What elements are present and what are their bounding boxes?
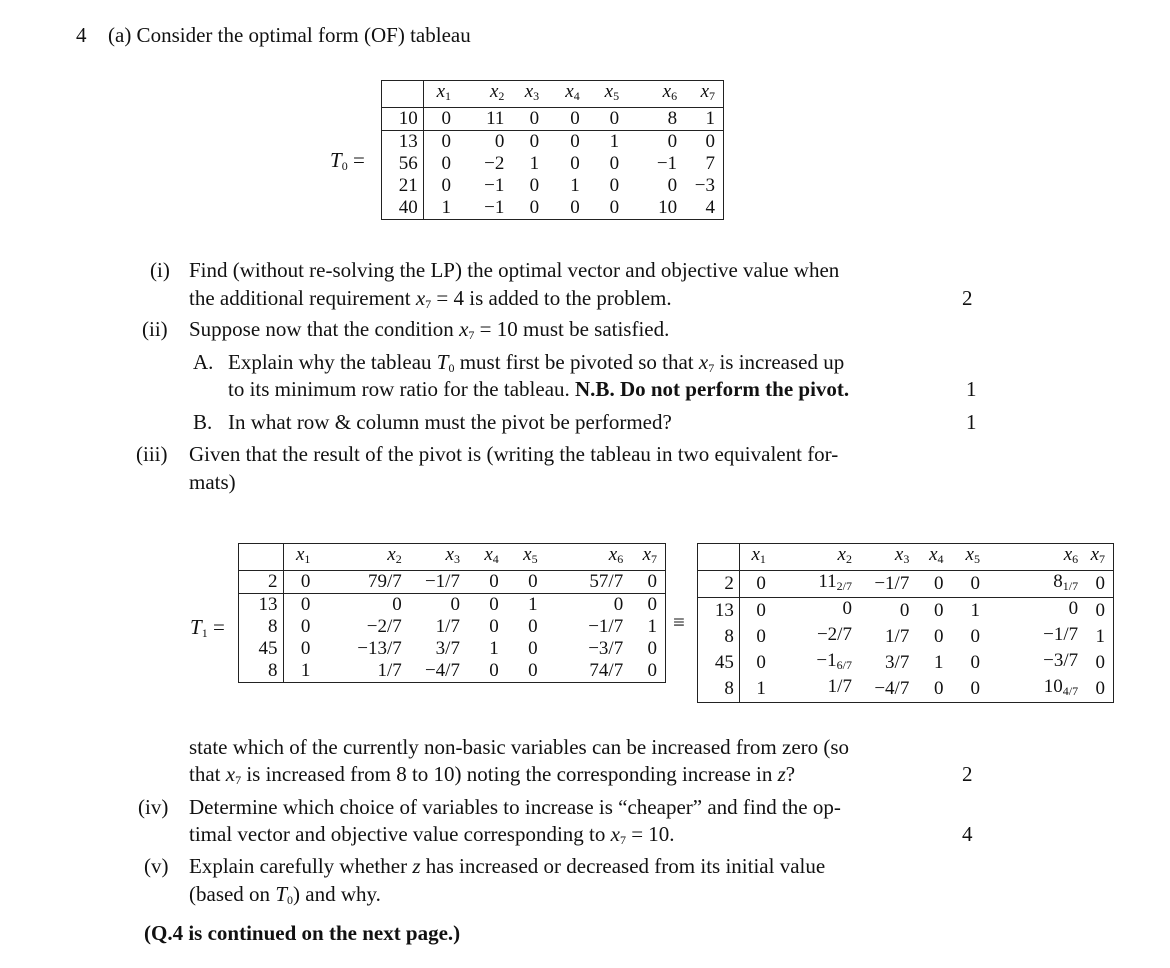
part-iv-line2: timal vector and objective value corresponding to $x_7 = 10$. [189, 822, 675, 847]
part-iv-line1: Determine which choice of variables to increase is “cheaper” and find the op- [189, 795, 841, 819]
t0-header-x3: $x_3$ [504, 81, 539, 108]
t1b-row: 8 0 −2/7 1/7 0 0 −1/7 1 [698, 624, 1114, 650]
part-iii-line3: state which of the currently non-basic variables can be increased from zero (so [189, 735, 850, 759]
part-iii-line4: that $x_7$ is increased from 8 to 10) noting the corresponding increase in z? [189, 762, 796, 787]
t1-tableau-a [238, 543, 666, 683]
part-ii-a-label: A. [193, 350, 214, 374]
t0-row: 40 1 −1 0 0 0 10 4 [382, 197, 724, 220]
t0-header-x2: $x_2$ [451, 81, 504, 108]
part-ii-b-marks: 1 [966, 410, 977, 434]
t0-header-x1: $x_1$ [423, 81, 451, 108]
part-a-intro: (a) Consider the optimal form (OF) tableau [108, 23, 471, 47]
t1b-header-x3: $x_3$ [852, 544, 909, 571]
equivalence-sign: ≡ [673, 610, 685, 634]
continued-note: (Q.4 is continued on the next page.) [144, 921, 461, 945]
t1b-header-x4: $x_4$ [909, 544, 943, 571]
t1a-header-x3: $x_3$ [402, 544, 460, 571]
question-number: 4 [76, 23, 87, 47]
t1b-row-objective: 2 0 $11_{2/7}$ −1/7 0 0 $8_{1/7}$ 0 [698, 571, 1114, 598]
t0-label: $T_0$ = [330, 148, 365, 173]
t1a-row-objective: 2 0 79/7 −1/7 0 0 57/7 0 [239, 571, 666, 594]
part-i-marks: 2 [962, 286, 973, 310]
t0-header-x6: $x_6$ [619, 81, 677, 108]
part-ii-label: (ii) [142, 317, 168, 341]
t0-row: 56 0 −2 1 0 0 −1 7 [382, 153, 724, 175]
t1b-header-x7: $x_7$ [1078, 544, 1113, 571]
t1-label: $T_1$ = [190, 615, 225, 640]
t1a-row: 8 1 1/7 −4/7 0 0 74/7 0 [239, 660, 666, 683]
part-ii-a-line2: to its minimum row ratio for the tableau. N.B. Do not perform the pivot. [228, 377, 850, 401]
part-ii-b-label: B. [193, 410, 213, 434]
t1b-header-x1: $x_1$ [739, 544, 765, 571]
t1a-header-x4: $x_4$ [460, 544, 499, 571]
part-i-line1: Find (without re-solving the LP) the optimal vector and objective value when [189, 258, 840, 282]
t1-tableau-b [697, 543, 1114, 703]
part-iii-line1: Given that the result of the pivot is (writing the tableau in two equivalent for- [189, 442, 839, 466]
t1b-row: 13 0 0 0 0 1 0 0 [698, 598, 1114, 625]
part-iii-line2: mats) [189, 470, 236, 494]
t1b-row: 45 0 $-1_{6/7}$ 3/7 1 0 −3/7 0 [698, 650, 1114, 676]
part-ii-a-marks: 1 [966, 377, 977, 401]
t1a-header-x6: $x_6$ [538, 544, 624, 571]
part-v-line2: (based on $T_0$) and why. [189, 882, 381, 907]
t0-row: 13 0 0 0 0 1 0 0 [382, 131, 724, 154]
t0-tableau [381, 80, 724, 220]
t0-row: 21 0 −1 0 1 0 0 −3 [382, 175, 724, 197]
part-i-line2: the additional requirement $x_7 = 4$ is added to the problem. [189, 286, 672, 311]
part-iv-label: (iv) [138, 795, 169, 819]
t1b-header-x2: $x_2$ [766, 544, 852, 571]
part-ii-b-text: In what row & column must the pivot be performed? [228, 410, 672, 434]
part-v-line1: Explain carefully whether z has increased or decreased from its initial value [189, 854, 826, 878]
t1b-header-x5: $x_5$ [944, 544, 980, 571]
part-ii-line: Suppose now that the condition $x_7 = 10$ must be satisfied. [189, 317, 670, 342]
t1a-header-x5: $x_5$ [499, 544, 538, 571]
t1a-header-x7: $x_7$ [623, 544, 665, 571]
part-v-label: (v) [144, 854, 169, 878]
part-iv-marks: 4 [962, 822, 973, 846]
t1a-row: 8 0 −2/7 1/7 0 0 −1/7 1 [239, 616, 666, 638]
part-iii-marks: 2 [962, 762, 973, 786]
t1b-header-x6: $x_6$ [980, 544, 1078, 571]
t1a-row: 13 0 0 0 0 1 0 0 [239, 594, 666, 617]
t1a-header-x1: $x_1$ [283, 544, 310, 571]
t0-row-objective: 10 0 11 0 0 0 8 1 [382, 108, 724, 131]
t0-header-x4: $x_4$ [539, 81, 580, 108]
t1a-header-x2: $x_2$ [310, 544, 401, 571]
part-ii-a-line1: Explain why the tableau $T_0$ must first be pivoted so that $x_7$ is increased up [228, 350, 845, 375]
t1a-row: 45 0 −13/7 3/7 1 0 −3/7 0 [239, 638, 666, 660]
t0-header-x5: $x_5$ [580, 81, 619, 108]
part-iii-label: (iii) [136, 442, 168, 466]
t1b-row: 8 1 1/7 −4/7 0 0 $10_{4/7}$ 0 [698, 676, 1114, 703]
t0-header-x7: $x_7$ [677, 81, 723, 108]
part-i-label: (i) [150, 258, 170, 282]
